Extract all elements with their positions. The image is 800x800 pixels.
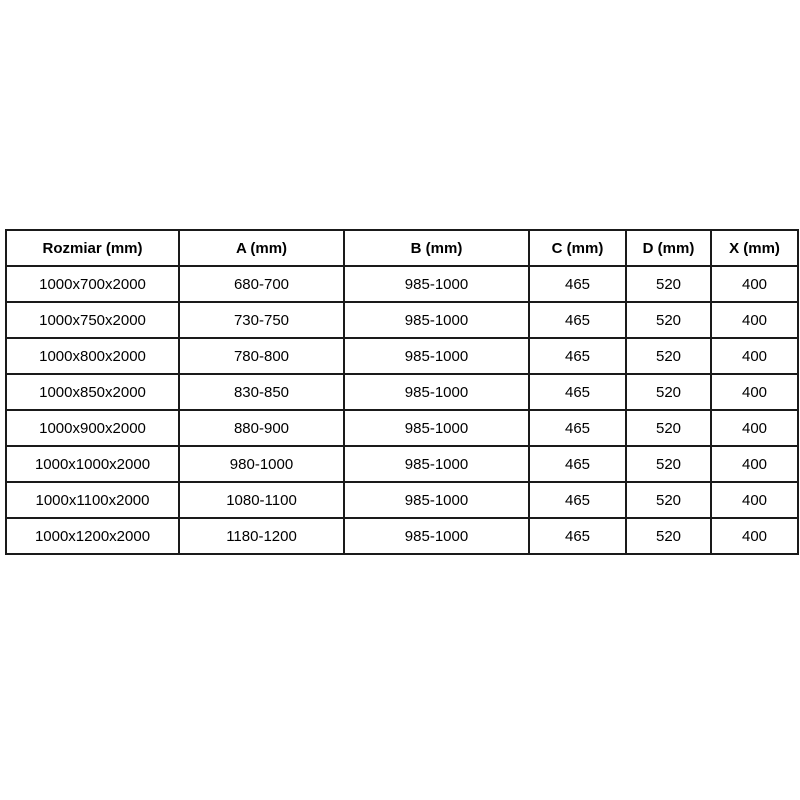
table-cell-x: 400 <box>711 446 798 482</box>
table-row <box>6 302 798 338</box>
table-cell-d: 520 <box>626 266 711 302</box>
column-header-c: C (mm) <box>529 230 626 266</box>
table-cell-b: 985-1000 <box>344 266 529 302</box>
table-row <box>6 338 798 374</box>
table-row <box>6 518 798 554</box>
table-cell-a: 780-800 <box>179 338 344 374</box>
table-cell-x: 400 <box>711 410 798 446</box>
table-cell-b: 985-1000 <box>344 482 529 518</box>
table-row <box>6 266 798 302</box>
size-spec-table <box>5 229 799 555</box>
table-cell-x: 400 <box>711 374 798 410</box>
table-cell-a: 830-850 <box>179 374 344 410</box>
table-cell-rozmiar: 1000x700x2000 <box>6 266 179 302</box>
table-cell-c: 465 <box>529 266 626 302</box>
table-cell-a: 730-750 <box>179 302 344 338</box>
table-cell-c: 465 <box>529 518 626 554</box>
table-cell-rozmiar: 1000x1100x2000 <box>6 482 179 518</box>
column-header-d: D (mm) <box>626 230 711 266</box>
column-header-x: X (mm) <box>711 230 798 266</box>
table-cell-rozmiar: 1000x750x2000 <box>6 302 179 338</box>
table-cell-a: 1180-1200 <box>179 518 344 554</box>
column-header-b: B (mm) <box>344 230 529 266</box>
table-cell-b: 985-1000 <box>344 518 529 554</box>
table-cell-c: 465 <box>529 302 626 338</box>
table-cell-d: 520 <box>626 446 711 482</box>
table-cell-a: 1080-1100 <box>179 482 344 518</box>
table-cell-c: 465 <box>529 374 626 410</box>
table-cell-b: 985-1000 <box>344 302 529 338</box>
table-row <box>6 374 798 410</box>
table-cell-x: 400 <box>711 266 798 302</box>
table-cell-d: 520 <box>626 518 711 554</box>
table-cell-b: 985-1000 <box>344 374 529 410</box>
table-cell-c: 465 <box>529 446 626 482</box>
table-row <box>6 446 798 482</box>
table-cell-c: 465 <box>529 410 626 446</box>
table-cell-rozmiar: 1000x850x2000 <box>6 374 179 410</box>
table-cell-b: 985-1000 <box>344 338 529 374</box>
table-cell-x: 400 <box>711 518 798 554</box>
table-cell-a: 880-900 <box>179 410 344 446</box>
column-header-a: A (mm) <box>179 230 344 266</box>
table-cell-rozmiar: 1000x800x2000 <box>6 338 179 374</box>
table-cell-x: 400 <box>711 302 798 338</box>
table-cell-x: 400 <box>711 482 798 518</box>
column-header-rozmiar: Rozmiar (mm) <box>6 230 179 266</box>
table-cell-rozmiar: 1000x1200x2000 <box>6 518 179 554</box>
table-cell-d: 520 <box>626 302 711 338</box>
table-header-row <box>6 230 798 266</box>
table-row <box>6 410 798 446</box>
table-cell-d: 520 <box>626 410 711 446</box>
table-cell-rozmiar: 1000x900x2000 <box>6 410 179 446</box>
table-cell-d: 520 <box>626 374 711 410</box>
table-cell-c: 465 <box>529 338 626 374</box>
table-cell-x: 400 <box>711 338 798 374</box>
table-cell-b: 985-1000 <box>344 446 529 482</box>
table-cell-a: 980-1000 <box>179 446 344 482</box>
table-cell-c: 465 <box>529 482 626 518</box>
table-cell-rozmiar: 1000x1000x2000 <box>6 446 179 482</box>
table-row <box>6 482 798 518</box>
table-cell-d: 520 <box>626 338 711 374</box>
table-cell-a: 680-700 <box>179 266 344 302</box>
table-cell-d: 520 <box>626 482 711 518</box>
table-cell-b: 985-1000 <box>344 410 529 446</box>
